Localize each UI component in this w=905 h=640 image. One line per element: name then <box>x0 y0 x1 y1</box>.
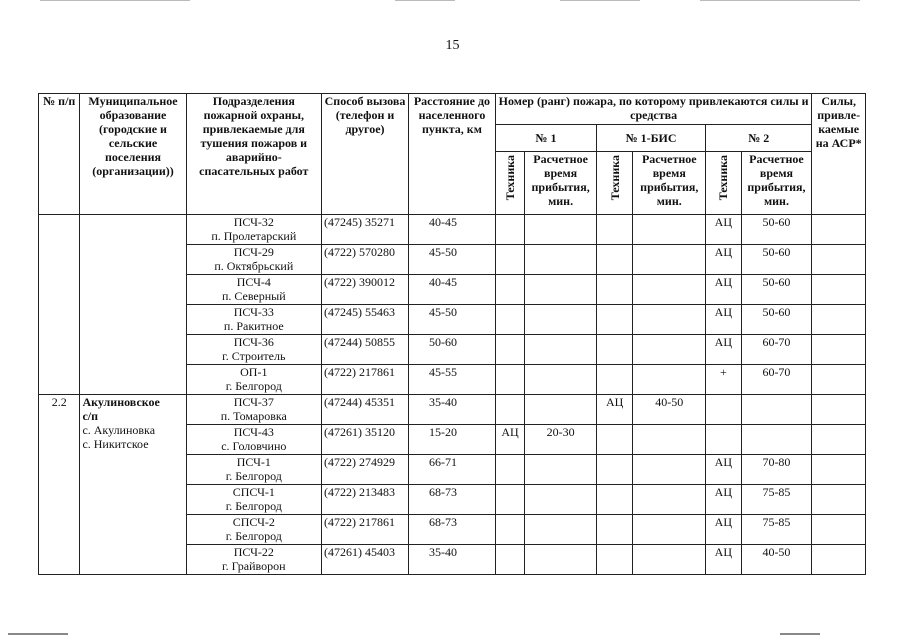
acp-cell <box>812 215 866 245</box>
phone-cell: (47261) 45403 <box>322 545 409 575</box>
tech-1bis-cell <box>596 245 632 275</box>
village-name: с. Акулиновка <box>82 423 156 437</box>
distance-cell: 35-40 <box>408 395 495 425</box>
unit-cell: ПСЧ-1 г. Белгород <box>186 455 321 485</box>
acp-cell <box>812 335 866 365</box>
tech-2-cell: АЦ <box>706 305 741 335</box>
acp-cell <box>812 485 866 515</box>
phone-cell: (4722) 217861 <box>322 365 409 395</box>
time-2-cell: 75-85 <box>741 485 812 515</box>
municipality-cell <box>80 215 186 395</box>
village-name: с. Никитское <box>82 437 149 451</box>
fire-forces-table <box>38 93 866 575</box>
unit-cell: ПСЧ-32 п. Пролетарский <box>186 215 321 245</box>
time-2-cell: 50-60 <box>741 215 812 245</box>
tech-1-cell <box>495 215 524 245</box>
time-1-cell <box>525 545 597 575</box>
tech-2-cell <box>706 395 741 425</box>
phone-cell: (4722) 570280 <box>322 245 409 275</box>
row-num-cell: 2.2 <box>39 395 80 575</box>
tech-2-cell <box>706 425 741 455</box>
acp-cell <box>812 365 866 395</box>
header-call-method: Способ вызова (телефон и другое) <box>322 94 409 215</box>
time-1-cell <box>525 485 597 515</box>
tech-1bis-cell <box>596 275 632 305</box>
tech-1-cell <box>495 515 524 545</box>
tech-2-cell: АЦ <box>706 275 741 305</box>
time-1-cell <box>525 365 597 395</box>
tech-2-cell: АЦ <box>706 545 741 575</box>
time-1bis-cell <box>633 485 706 515</box>
tech-2-cell: АЦ <box>706 215 741 245</box>
unit-cell: ПСЧ-36 г. Строитель <box>186 335 321 365</box>
time-1-cell <box>525 245 597 275</box>
header-tech-1bis: Техника <box>596 152 632 215</box>
time-1-cell <box>525 335 597 365</box>
time-1bis-cell: 40-50 <box>633 395 706 425</box>
time-2-cell: 50-60 <box>741 305 812 335</box>
unit-cell: ПСЧ-37 п. Томаровка <box>186 395 321 425</box>
unit-cell: ОП-1 г. Белгород <box>186 365 321 395</box>
time-2-cell: 60-70 <box>741 365 812 395</box>
time-1bis-cell <box>633 335 706 365</box>
top-rule <box>700 0 860 1</box>
acp-cell <box>812 305 866 335</box>
header-tech-2: Техника <box>706 152 741 215</box>
page-number: 15 <box>445 38 460 53</box>
distance-cell: 45-55 <box>408 365 495 395</box>
municipality-name: Акулиновское <box>82 395 160 409</box>
header-time-1bis: Расчетное время прибытия, мин. <box>633 152 706 215</box>
phone-cell: (4722) 390012 <box>322 275 409 305</box>
time-1-cell <box>525 305 597 335</box>
header-rank-2: № 2 <box>706 125 812 152</box>
time-1-cell <box>525 215 597 245</box>
unit-cell: ПСЧ-22 г. Грайворон <box>186 545 321 575</box>
unit-cell: ПСЧ-4 п. Северный <box>186 275 321 305</box>
tech-2-cell: АЦ <box>706 515 741 545</box>
tech-1-cell: АЦ <box>495 425 524 455</box>
time-2-cell: 75-85 <box>741 515 812 545</box>
unit-cell: ПСЧ-33 п. Ракитное <box>186 305 321 335</box>
acp-cell <box>812 395 866 425</box>
tech-1bis-cell <box>596 365 632 395</box>
acp-cell <box>812 275 866 305</box>
tech-1-cell <box>495 365 524 395</box>
distance-cell: 50-60 <box>408 335 495 365</box>
top-rule <box>40 0 190 1</box>
distance-cell: 68-73 <box>408 485 495 515</box>
tech-1-cell <box>495 545 524 575</box>
time-1-cell <box>525 455 597 485</box>
municipality-cell <box>80 395 186 575</box>
table-row <box>39 395 866 425</box>
distance-cell: 15-20 <box>408 425 495 455</box>
unit-cell: ПСЧ-43 с. Головчино <box>186 425 321 455</box>
time-1bis-cell <box>633 515 706 545</box>
tech-2-cell: АЦ <box>706 485 741 515</box>
time-2-cell: 50-60 <box>741 245 812 275</box>
time-2-cell: 60-70 <box>741 335 812 365</box>
phone-cell: (4722) 213483 <box>322 485 409 515</box>
time-1-cell: 20-30 <box>525 425 597 455</box>
tech-1bis-cell <box>596 335 632 365</box>
tech-1bis-cell <box>596 545 632 575</box>
time-1bis-cell <box>633 245 706 275</box>
time-1-cell <box>525 275 597 305</box>
time-1bis-cell <box>633 275 706 305</box>
header-fire-rank: Номер (ранг) пожара, по которому привлекаются силы и средства <box>495 94 811 125</box>
phone-cell: (47245) 35271 <box>322 215 409 245</box>
distance-cell: 40-45 <box>408 275 495 305</box>
unit-cell: СПСЧ-2 г. Белгород <box>186 515 321 545</box>
header-time-2: Расчетное время прибытия, мин. <box>741 152 812 215</box>
acp-cell <box>812 515 866 545</box>
header-num: № п/п <box>39 94 80 215</box>
distance-cell: 45-50 <box>408 245 495 275</box>
header-rank-1: № 1 <box>495 125 596 152</box>
unit-cell: СПСЧ-1 г. Белгород <box>186 485 321 515</box>
acp-cell <box>812 455 866 485</box>
acp-cell <box>812 245 866 275</box>
time-2-cell <box>741 425 812 455</box>
distance-cell: 66-71 <box>408 455 495 485</box>
time-2-cell: 50-60 <box>741 275 812 305</box>
time-1bis-cell <box>633 545 706 575</box>
phone-cell: (47261) 35120 <box>322 425 409 455</box>
distance-cell: 45-50 <box>408 305 495 335</box>
time-2-cell: 40-50 <box>741 545 812 575</box>
phone-cell: (4722) 217861 <box>322 515 409 545</box>
time-1-cell <box>525 395 597 425</box>
time-1bis-cell <box>633 365 706 395</box>
phone-cell: (47244) 45351 <box>322 395 409 425</box>
tech-2-cell: + <box>706 365 741 395</box>
time-1bis-cell <box>633 215 706 245</box>
header-units: Подразделения пожарной охраны, привлекаемые для тушения пожаров и аварийно-спасательных работ <box>186 94 321 215</box>
bottom-rule <box>780 633 820 635</box>
phone-cell: (4722) 274929 <box>322 455 409 485</box>
tech-1bis-cell <box>596 215 632 245</box>
tech-1-cell <box>495 335 524 365</box>
time-1bis-cell <box>633 305 706 335</box>
tech-1bis-cell: АЦ <box>596 395 632 425</box>
header-municipality: Муниципальное образование (городские и сельские поселения (организации)) <box>80 94 186 215</box>
acp-cell <box>812 425 866 455</box>
header-tech-1: Техника <box>495 152 524 215</box>
tech-1bis-cell <box>596 515 632 545</box>
tech-1bis-cell <box>596 425 632 455</box>
acp-cell <box>812 545 866 575</box>
phone-cell: (47244) 50855 <box>322 335 409 365</box>
distance-cell: 35-40 <box>408 545 495 575</box>
header-distance: Расстояние до населенного пункта, км <box>408 94 495 215</box>
top-rule <box>395 0 455 1</box>
unit-cell: ПСЧ-29 п. Октябрьский <box>186 245 321 275</box>
municipality-type: с/п <box>82 409 99 423</box>
time-2-cell <box>741 395 812 425</box>
tech-1bis-cell <box>596 485 632 515</box>
tech-2-cell: АЦ <box>706 335 741 365</box>
distance-cell: 40-45 <box>408 215 495 245</box>
distance-cell: 68-73 <box>408 515 495 545</box>
top-rule <box>560 0 640 1</box>
tech-2-cell: АЦ <box>706 245 741 275</box>
table-row <box>39 215 866 245</box>
bottom-rule <box>8 633 68 635</box>
row-num-cell <box>39 215 80 395</box>
time-1-cell <box>525 515 597 545</box>
phone-cell: (47245) 55463 <box>322 305 409 335</box>
header-acp: Силы, привле-каемые на АСР* <box>812 94 866 215</box>
time-1bis-cell <box>633 425 706 455</box>
tech-1-cell <box>495 455 524 485</box>
tech-1-cell <box>495 275 524 305</box>
tech-1-cell <box>495 395 524 425</box>
tech-1-cell <box>495 485 524 515</box>
time-1bis-cell <box>633 455 706 485</box>
tech-1-cell <box>495 305 524 335</box>
tech-1-cell <box>495 245 524 275</box>
tech-1bis-cell <box>596 305 632 335</box>
header-rank-1-bis: № 1-БИС <box>596 125 705 152</box>
header-time-1: Расчетное время прибытия, мин. <box>525 152 597 215</box>
tech-1bis-cell <box>596 455 632 485</box>
tech-2-cell: АЦ <box>706 455 741 485</box>
time-2-cell: 70-80 <box>741 455 812 485</box>
